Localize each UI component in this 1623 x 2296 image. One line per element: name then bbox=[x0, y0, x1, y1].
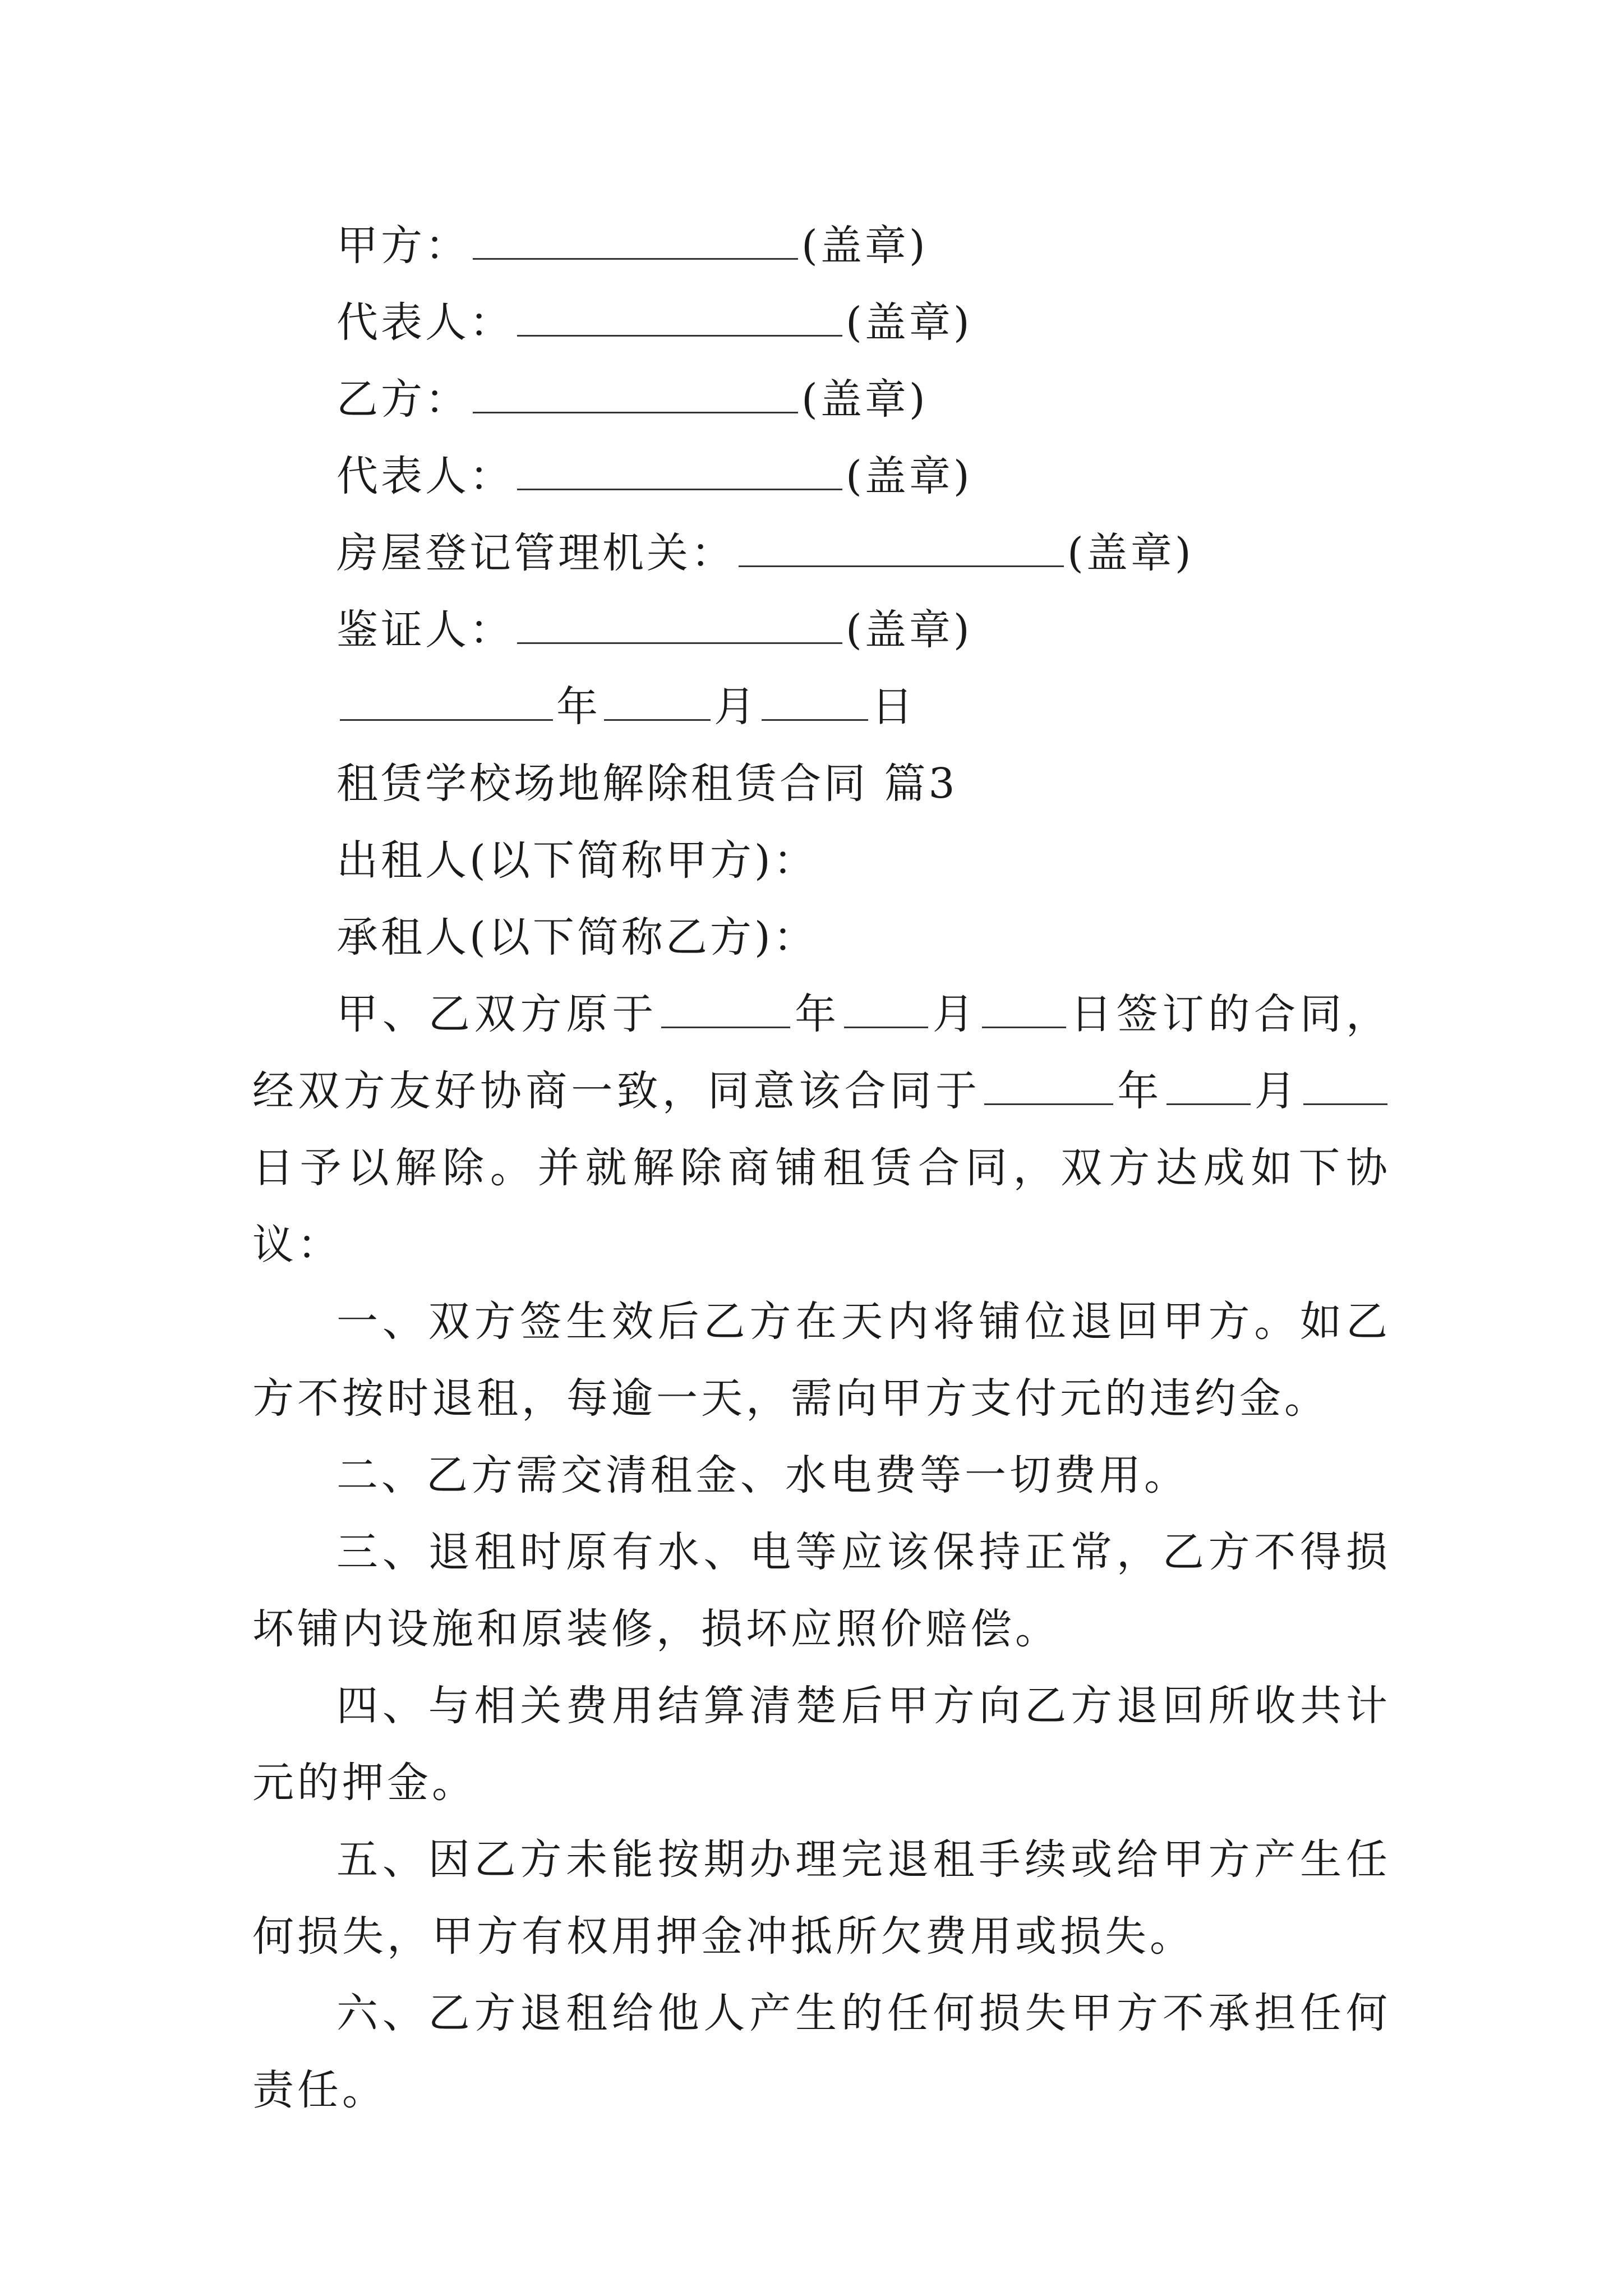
signature-blank bbox=[517, 455, 842, 490]
date-line bbox=[252, 669, 1391, 746]
month-blank bbox=[604, 685, 711, 721]
seal-note: (盖章) bbox=[846, 298, 972, 347]
signature-blank bbox=[517, 301, 842, 337]
day-label: 日 bbox=[872, 683, 916, 731]
signature-label: 乙方： bbox=[336, 375, 469, 424]
signature-line-party-a-rep bbox=[252, 284, 1391, 361]
signature-line-party-b bbox=[252, 361, 1391, 438]
year-blank bbox=[661, 993, 790, 1028]
signature-label: 鉴证人： bbox=[336, 606, 514, 654]
section-title: 租赁学校场地解除租赁合同 篇3 bbox=[336, 760, 958, 808]
month-label: 月 bbox=[1253, 1067, 1301, 1115]
seal-note: (盖章) bbox=[801, 375, 928, 424]
signature-blank bbox=[473, 224, 798, 260]
signature-line-registry bbox=[252, 515, 1391, 592]
seal-note: (盖章) bbox=[846, 606, 972, 654]
intro-text: 日予以解除。并就解除商铺租赁合同，双方达成如下协议： bbox=[252, 1144, 1391, 1269]
clause-4: 四、与相关费用结算清楚后甲方向乙方退回所收共计元的押金。 bbox=[252, 1682, 1391, 1807]
signature-line-party-a bbox=[252, 208, 1391, 284]
month-label: 月 bbox=[714, 683, 758, 731]
clause-3: 三、退租时原有水、电等应该保持正常，乙方不得损坏铺内设施和原装修，损坏应照价赔偿。 bbox=[252, 1528, 1391, 1653]
month-blank bbox=[844, 993, 928, 1028]
year-blank bbox=[984, 1070, 1113, 1105]
signature-label: 房屋登记管理机关： bbox=[336, 529, 735, 577]
seal-note: (盖章) bbox=[846, 452, 972, 500]
lessee-line: 承租人(以下简称乙方)： bbox=[336, 913, 818, 961]
signature-label: 代表人： bbox=[336, 298, 514, 347]
month-label: 月 bbox=[932, 990, 979, 1038]
signature-blank bbox=[473, 378, 798, 413]
clause-2: 二、乙方需交清租金、水电费等一切费用。 bbox=[336, 1451, 1189, 1499]
lessor-line: 出租人(以下简称甲方)： bbox=[336, 836, 818, 885]
day-blank bbox=[982, 993, 1066, 1028]
signature-blank bbox=[739, 532, 1064, 567]
day-blank bbox=[1303, 1070, 1387, 1105]
year-label: 年 bbox=[1117, 1067, 1163, 1115]
intro-text: 甲、乙双方原于 bbox=[336, 990, 658, 1038]
year-label: 年 bbox=[794, 990, 841, 1038]
seal-note: (盖章) bbox=[801, 222, 928, 270]
seal-note: (盖章) bbox=[1067, 529, 1194, 577]
day-blank bbox=[762, 685, 868, 721]
clause-6: 六、乙方退租给他人产生的任何损失甲方不承担任何责任。 bbox=[252, 1989, 1391, 2114]
signature-blank bbox=[517, 609, 842, 644]
signature-line-witness bbox=[252, 592, 1391, 669]
year-label: 年 bbox=[556, 683, 601, 731]
signature-line-party-b-rep bbox=[252, 438, 1391, 515]
month-blank bbox=[1166, 1070, 1251, 1105]
clause-5: 五、因乙方未能按期办理完退租手续或给甲方产生任何损失，甲方有权用押金冲抵所欠费用或损失。 bbox=[252, 1835, 1391, 1961]
document-body bbox=[252, 208, 1391, 2129]
clause-1: 一、双方签生效后乙方在天内将铺位退回甲方。如乙方不按时退租，每逾一天，需向甲方支付元的违约金。 bbox=[252, 1297, 1391, 1423]
signature-label: 代表人： bbox=[336, 452, 514, 500]
signature-label: 甲方： bbox=[336, 222, 469, 270]
year-blank bbox=[340, 685, 553, 721]
intro-paragraph bbox=[252, 976, 1391, 1283]
intro-text: 日签订的合同，经双方友好协商一致，同意该合同于 bbox=[252, 990, 1391, 1115]
